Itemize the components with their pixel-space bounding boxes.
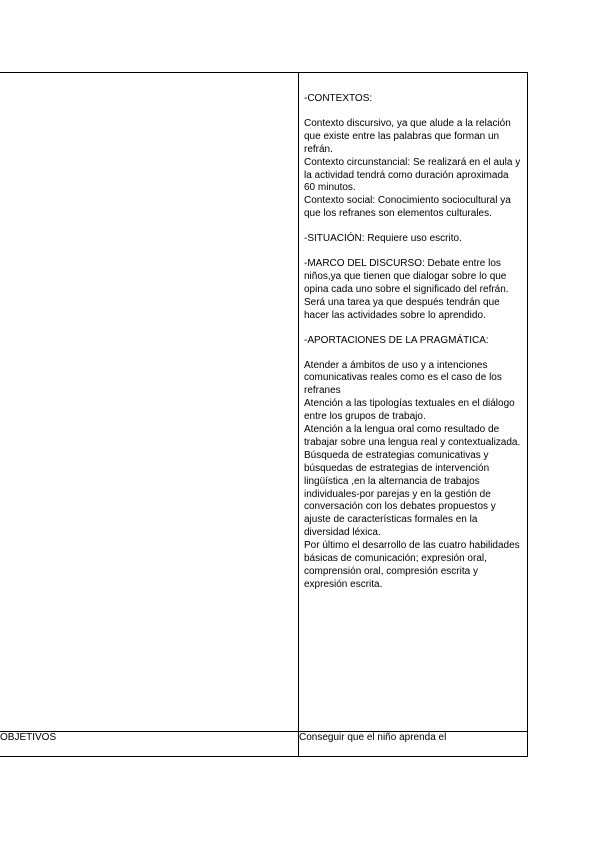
aportacion-tipologias: Atención a las tipologías textuales en el diálogo entre los grupos de trabajo.: [304, 398, 515, 423]
aportacion-lengua-oral: Atención a la lengua oral como resultado de trabajar sobre una lengua real y contextualizada.: [304, 424, 521, 448]
contexto-discursivo: Contexto discursivo, ya que alude a la relación que existe entre las palabras que forman un refrán.: [304, 117, 511, 155]
aportaciones-heading: -APORTACIONES DE LA PRAGMÁTICA:: [304, 334, 489, 346]
marco-tarea: Será una tarea ya que después tendrán que hacer las actividades sobre lo aprendido.: [304, 296, 500, 321]
content-table: [0, 72, 528, 757]
aportacion-ambitos: Atender a ámbitos de uso y a intenciones comunicativas reales como es el caso de los refranes: [304, 359, 502, 397]
pragmatics-cell: [299, 73, 528, 732]
contexto-circunstancial: Contexto circunstancial: Se realizará en el aula y la actividad tendrá como duración aproximada 60 minutos.: [304, 156, 521, 194]
table-row: [0, 732, 528, 757]
objetivos-text: Conseguir que el niño aprenda el: [299, 732, 528, 757]
table-row: [0, 73, 528, 732]
aportacion-habilidades: Por último el desarrollo de las cuatro habilidades básicas de comunicación; expresión oral, comprensión oral, compresión escrita y expresión escrita.: [304, 540, 520, 590]
aportacion-estrategias: Búsqueda de estrategias comunicativas y búsquedas de estrategias de intervención lingüística ,en la alternancia de trabajos individuales-por parejas y en la gestión de conversación con los debates propuestos y ajuste de características formales en la diversidad léxica.: [304, 449, 496, 539]
objetivos-label: OBJETIVOS: [0, 732, 299, 757]
empty-left-cell: [0, 73, 299, 732]
marco-discurso: -MARCO DEL DISCURSO: Debate entre los niños,ya que tienen que dialogar sobre lo que opina cada uno sobre el significado del refrán.: [304, 258, 509, 295]
contextos-heading: -CONTEXTOS:: [304, 93, 373, 104]
contexto-social: Contexto social: Conocimiento sociocultural ya que los refranes son elementos culturales.: [304, 195, 511, 220]
situacion-text: -SITUACIÓN: Requiere uso escrito.: [304, 233, 462, 245]
